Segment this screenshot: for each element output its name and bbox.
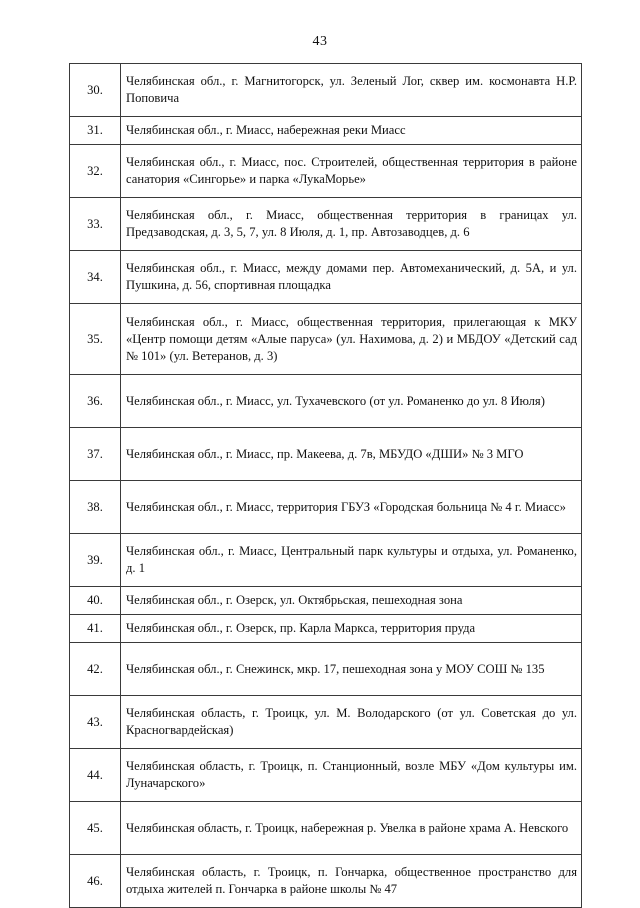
row-number: 38. (70, 481, 121, 534)
table-row (70, 802, 582, 855)
row-number: 36. (70, 375, 121, 428)
row-number: 42. (70, 643, 121, 696)
row-address: Челябинская обл., г. Миасс, набережная реки Миасс (121, 117, 582, 145)
row-address: Челябинская область, г. Троицк, п. Станционный, возле МБУ «Дом культуры им. Луначарского» (121, 749, 582, 802)
row-number: 31. (70, 117, 121, 145)
row-address: Челябинская обл., г. Миасс, между домами пер. Автомеханический, д. 5А, и ул. Пушкина, д. 56, спортивная площадка (121, 251, 582, 304)
table-row (70, 615, 582, 643)
row-number: 40. (70, 587, 121, 615)
table-row (70, 534, 582, 587)
row-number: 32. (70, 145, 121, 198)
territory-table (69, 63, 582, 908)
row-address: Челябинская обл., г. Снежинск, мкр. 17, пешеходная зона у МОУ СОШ № 135 (121, 643, 582, 696)
row-address: Челябинская область, г. Троицк, набережная р. Увелка в районе храма А. Невского (121, 802, 582, 855)
row-number: 44. (70, 749, 121, 802)
row-number: 46. (70, 855, 121, 908)
row-address: Челябинская обл., г. Миасс, общественная территория, прилегающая к МКУ «Центр помощи детям «Алые паруса» (ул. Нахимова, д. 2) и МБДОУ «Детский сад № 101» (ул. Ветеранов, д. 3) (121, 304, 582, 375)
row-address: Челябинская обл., г. Озерск, ул. Октябрьская, пешеходная зона (121, 587, 582, 615)
table-row (70, 64, 582, 117)
table-row (70, 696, 582, 749)
row-number: 30. (70, 64, 121, 117)
row-address: Челябинская обл., г. Миасс, общественная территория в границах ул. Предзаводская, д. 3, 5, 7, ул. 8 Июля, д. 1, пр. Автозаводцев, д. 6 (121, 198, 582, 251)
row-number: 35. (70, 304, 121, 375)
row-address: Челябинская обл., г. Миасс, пр. Макеева, д. 7в, МБУДО «ДШИ» № 3 МГО (121, 428, 582, 481)
row-number: 43. (70, 696, 121, 749)
row-number: 37. (70, 428, 121, 481)
row-address: Челябинская обл., г. Миасс, территория ГБУЗ «Городская больница № 4 г. Миасс» (121, 481, 582, 534)
table-row (70, 375, 582, 428)
table-row (70, 749, 582, 802)
row-address: Челябинская обл., г. Магнитогорск, ул. Зеленый Лог, сквер им. космонавта Н.Р. Поповича (121, 64, 582, 117)
table-row (70, 304, 582, 375)
table-row (70, 145, 582, 198)
row-address: Челябинская обл., г. Миасс, Центральный парк культуры и отдыха, ул. Романенко, д. 1 (121, 534, 582, 587)
row-address: Челябинская область, г. Троицк, п. Гончарка, общественное пространство для отдыха жителей п. Гончарка в районе школы № 47 (121, 855, 582, 908)
table-row (70, 251, 582, 304)
table-row (70, 855, 582, 908)
table-row (70, 428, 582, 481)
row-address: Челябинская область, г. Троицк, ул. М. Володарского (от ул. Советская до ул. Красногвардейская) (121, 696, 582, 749)
row-address: Челябинская обл., г. Озерск, пр. Карла Маркса, территория пруда (121, 615, 582, 643)
row-number: 33. (70, 198, 121, 251)
row-address: Челябинская обл., г. Миасс, ул. Тухачевского (от ул. Романенко до ул. 8 Июля) (121, 375, 582, 428)
table-row (70, 117, 582, 145)
row-address: Челябинская обл., г. Миасс, пос. Строителей, общественная территория в районе санатория «Сингорье» и парка «ЛукаМорье» (121, 145, 582, 198)
row-number: 45. (70, 802, 121, 855)
table-row (70, 643, 582, 696)
page-number: 43 (312, 34, 328, 49)
row-number: 34. (70, 251, 121, 304)
row-number: 41. (70, 615, 121, 643)
row-number: 39. (70, 534, 121, 587)
table-row (70, 587, 582, 615)
table-row (70, 198, 582, 251)
table-row (70, 481, 582, 534)
